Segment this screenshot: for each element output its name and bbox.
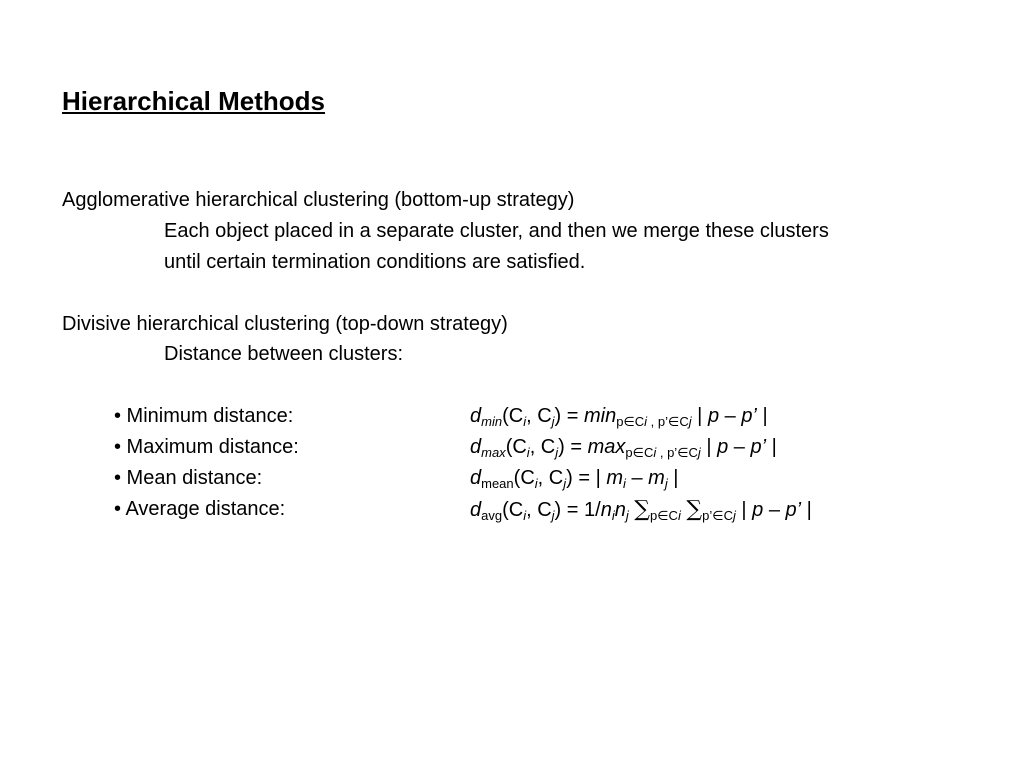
distance-between-clusters-label: Distance between clusters: bbox=[164, 343, 404, 365]
formula-mean-distance: $d_{mean}(C_i$, $C_j$) = | $m_i - m_j$ | bbox=[470, 467, 679, 491]
slide-title: Hierarchical Methods bbox=[62, 86, 325, 116]
bullet-label: • Minimum distance: bbox=[114, 405, 294, 427]
agglomerative-heading: Agglomerative hierarchical clustering (bottom-up strategy) bbox=[62, 189, 575, 211]
divisive-heading: Divisive hierarchical clustering (top-down strategy) bbox=[62, 313, 508, 335]
sigma-symbol: ∑ bbox=[634, 497, 650, 522]
agglomerative-description-line-2: until certain termination conditions are satisfied. bbox=[164, 251, 586, 273]
formula-minimum-distance: $d_{min}(C_i$, $C_j) = \min_{p\in Ci , p’\in Cj}$ | p – p’ | bbox=[470, 405, 768, 429]
sigma-symbol: ∑ bbox=[686, 497, 703, 522]
bullet-label: • Maximum distance: bbox=[114, 436, 299, 458]
formula-maximum-distance: $d_{max}(C_i$, $C_j) = \max_{p\in Ci , p’\in Cj}$ | p – p’ | bbox=[470, 436, 777, 460]
formula-average-distance: $d_{avg}(C_i$, $C_j) = 1/n_in_j$ $\sum_{p\in Ci}$ $\sum_{p’\in Cj}$ | p – p’ | bbox=[470, 497, 812, 523]
agglomerative-description-line-1: Each object placed in a separate cluster, and then we merge these clusters bbox=[164, 220, 829, 242]
bullet-label: • Mean distance: bbox=[114, 467, 263, 489]
bullet-label: • Average distance: bbox=[114, 498, 286, 520]
